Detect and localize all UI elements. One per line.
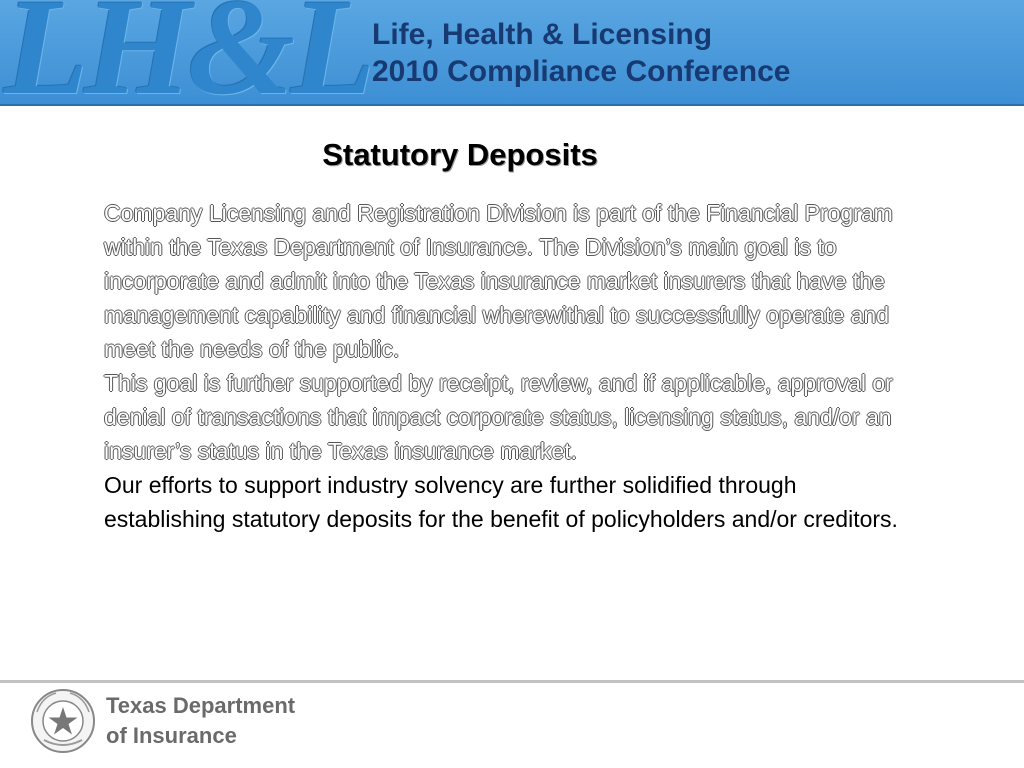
slide-title: Statutory Deposits — [322, 137, 598, 172]
tdi-wordmark-line2: of Insurance — [106, 723, 237, 748]
header-banner — [0, 0, 1024, 106]
conference-title-line2: 2010 Compliance Conference — [372, 55, 791, 88]
paragraph-transactions: This goal is further supported by receipt, review, and if applicable, approval or denial of transactions that impact corporate status, licensing status, and/or an insurer’s status in the Texas insurance market. — [104, 370, 893, 464]
tdi-wordmark — [106, 691, 295, 751]
footer-divider — [0, 680, 1024, 683]
paragraph-division-goal: Company Licensing and Registration Division is part of the Financial Program within the Texas Department of Insurance. The Division’s main goal is to incorporate and admit into the Texas insurance market insurers that have the management capability and financial wherewithal to successfully operate and meet the needs of the public. — [104, 200, 893, 362]
conference-title — [372, 16, 791, 90]
paragraph-statutory-deposits: Our efforts to support industry solvency are further solidified through establishing statutory deposits for the benefit of policyholders and/or creditors. — [104, 472, 898, 532]
conference-title-line1: Life, Health & Licensing — [372, 18, 713, 51]
lhl-logo: LH&L — [4, 0, 372, 106]
texas-state-seal-icon — [28, 688, 98, 754]
tdi-wordmark-line1: Texas Department — [106, 693, 296, 718]
slide-body — [104, 196, 904, 536]
